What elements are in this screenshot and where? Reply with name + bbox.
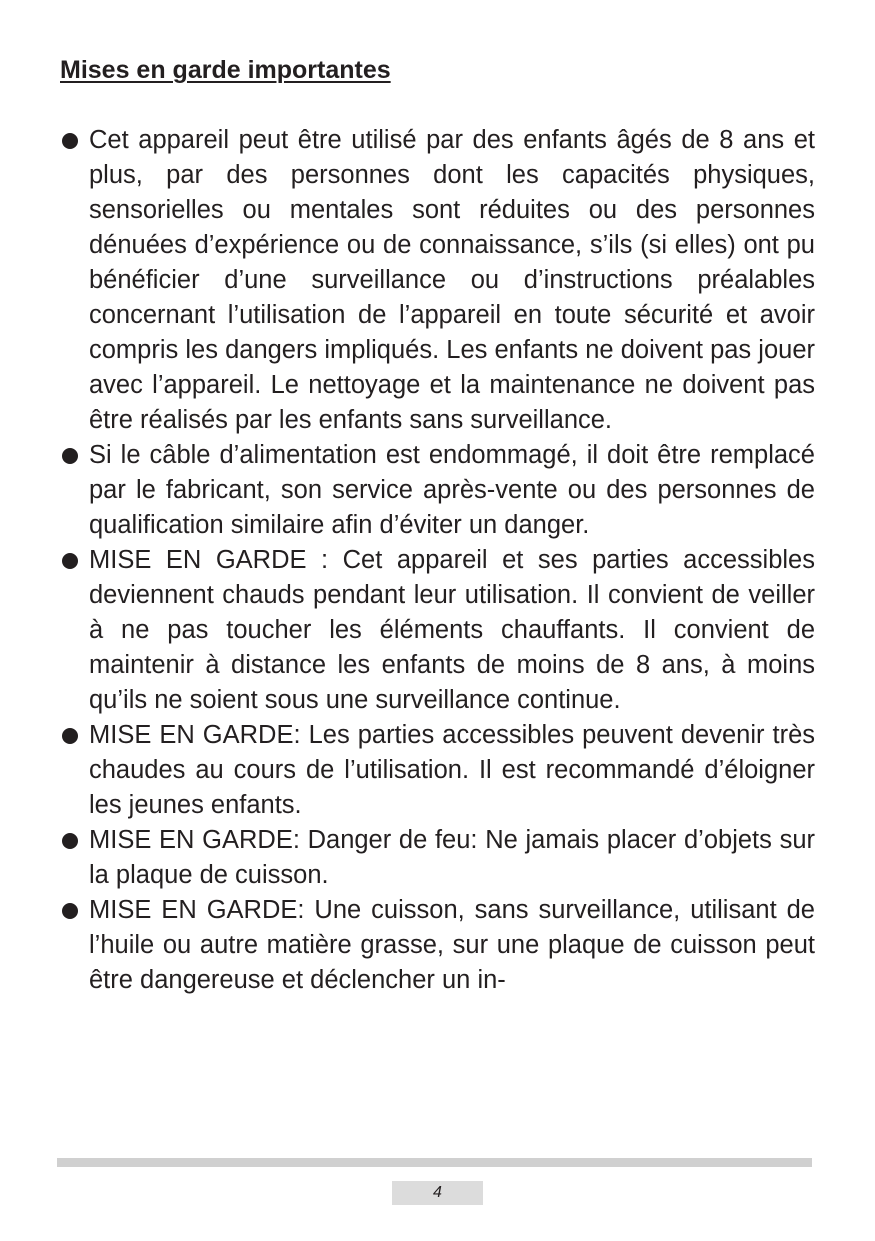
page-number: 4 bbox=[392, 1181, 483, 1205]
footer-divider bbox=[57, 1158, 812, 1167]
warning-text: MISE EN GARDE : Cet appareil et ses parties accessibles deviennent chauds pendant leur utilisation. Il convient de veiller à ne pas toucher les éléments chauffants. Il convient de maintenir à distance les enfants de moins de 8 ans, à moins qu’ils ne soient sous une surveillance continue. bbox=[89, 546, 815, 714]
warning-item bbox=[60, 718, 815, 823]
warning-item bbox=[60, 438, 815, 543]
warning-item bbox=[60, 543, 815, 718]
bullet-icon bbox=[62, 833, 78, 849]
warnings-list bbox=[60, 123, 815, 998]
bullet-icon bbox=[62, 728, 78, 744]
page-title: Mises en garde importantes bbox=[60, 56, 391, 84]
warning-item bbox=[60, 123, 815, 438]
warning-item bbox=[60, 893, 815, 998]
warning-text: Cet appareil peut être utilisé par des enfants âgés de 8 ans et plus, par des personnes dont les capacités physiques, sensorielles ou mentales sont réduites ou des personnes dénuées d’expérience ou de connaissance, s’ils (si elles) ont pu bénéficier d’une surveillance ou d’instructions préalables concernant l’utilisation de l’appareil en toute sécurité et avoir compris les dangers impliqués. Les enfants ne doivent pas jouer avec l’appareil. Le nettoyage et la maintenance ne doivent pas être réalisés par les enfants sans surveillance. bbox=[89, 126, 815, 434]
warning-text: MISE EN GARDE: Danger de feu: Ne jamais placer d’objets sur la plaque de cuisson. bbox=[89, 826, 815, 889]
warning-text: MISE EN GARDE: Une cuisson, sans surveillance, utilisant de l’huile ou autre matière grasse, sur une plaque de cuisson peut être dangereuse et déclencher un in- bbox=[89, 896, 815, 994]
bullet-icon bbox=[62, 553, 78, 569]
warning-text: Si le câble d’alimentation est endommagé, il doit être remplacé par le fabricant, son service après-vente ou des personnes de qualification similaire afin d’éviter un danger. bbox=[89, 441, 815, 539]
bullet-icon bbox=[62, 133, 78, 149]
warning-text: MISE EN GARDE: Les parties accessibles peuvent devenir très chaudes au cours de l’utilisation. Il est recommandé d’éloigner les jeunes enfants. bbox=[89, 721, 815, 819]
warning-item bbox=[60, 823, 815, 893]
bullet-icon bbox=[62, 448, 78, 464]
bullet-icon bbox=[62, 903, 78, 919]
